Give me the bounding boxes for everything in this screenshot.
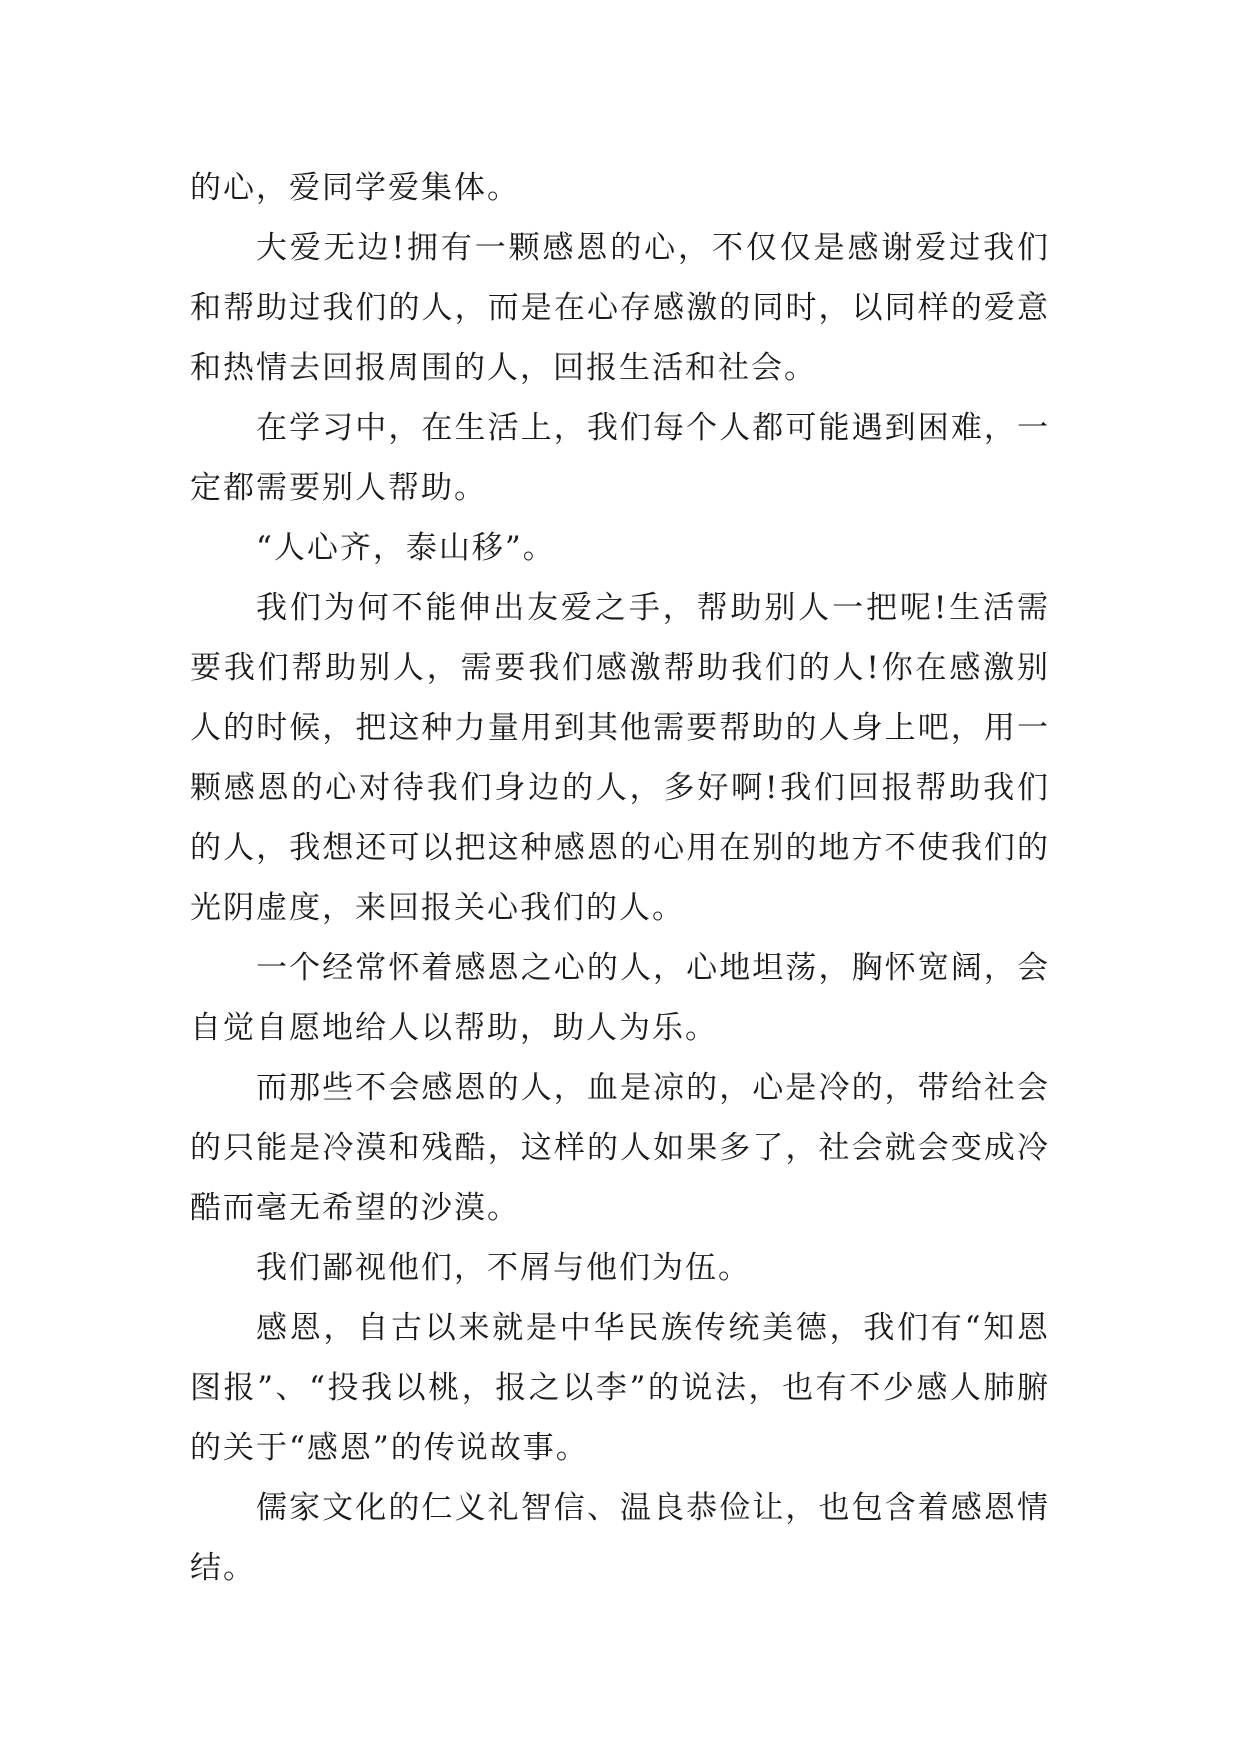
paragraph-2: 大爱无边!拥有一颗感恩的心，不仅仅是感谢爱过我们和帮助过我们的人，而是在心存感激的同时，以同样的爱意和热情去回报周围的人，回报生活和社会。 [190,230,1050,386]
paragraph-3: 在学习中，在生活上，我们每个人都可能遇到困难，一定都需要别人帮助。 [190,410,1050,506]
paragraph-1: 的心，爱同学爱集体。 [190,170,520,206]
paragraph-10: 儒家文化的仁义礼智信、温良恭俭让，也包含着感恩情结。 [190,1490,1050,1586]
paragraph-9: 感恩，自古以来就是中华民族传统美德，我们有“知恩图报”、“投我以桃，报之以李”的说法，也有不少感人肺腑的关于“感恩”的传说故事。 [190,1310,1050,1466]
paragraph-6: 一个经常怀着感恩之心的人，心地坦荡，胸怀宽阔，会自觉自愿地给人以帮助，助人为乐。 [190,950,1050,1046]
body-text [190,158,1050,1598]
paragraph-7: 而那些不会感恩的人，血是凉的，心是冷的，带给社会的只能是冷漠和残酷，这样的人如果多了，社会就会变成冷酷而毫无希望的沙漠。 [190,1070,1050,1226]
paragraph-8: 我们鄙视他们，不屑与他们为伍。 [256,1250,751,1286]
paragraph-4: “人心齐，泰山移”。 [256,530,556,566]
paragraph-5: 我们为何不能伸出友爱之手，帮助别人一把呢!生活需要我们帮助别人，需要我们感激帮助我们的人!你在感激别人的时候，把这种力量用到其他需要帮助的人身上吧，用一颗感恩的心对待我们身边的人，多好啊!我们回报帮助我们的人，我想还可以把这种感恩的心用在别的地方不使我们的光阴虚度，来回报关心我们的人。 [190,590,1050,926]
